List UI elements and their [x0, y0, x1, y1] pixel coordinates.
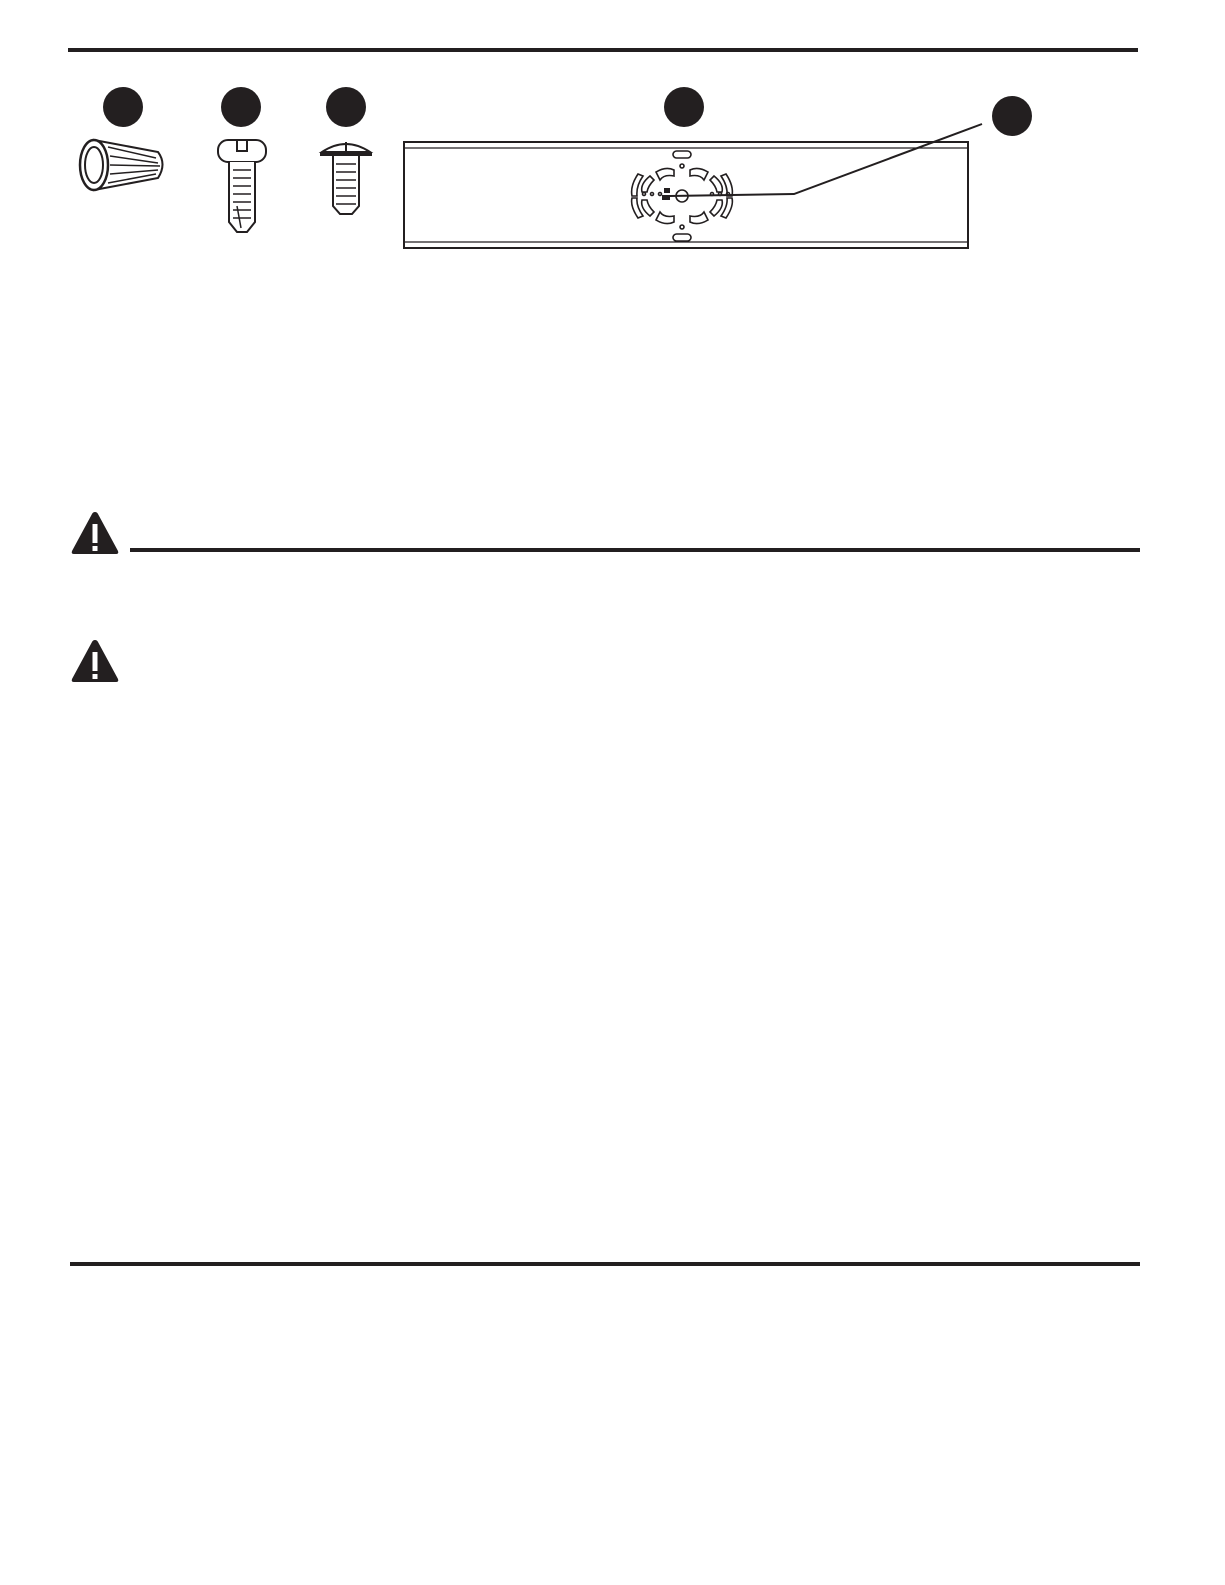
top-rule — [68, 48, 1138, 52]
ground-screw-illustration — [316, 138, 376, 218]
callout-badge-wire-connector — [103, 87, 143, 127]
warning-section-rule — [130, 548, 1140, 552]
bottom-section-rule — [70, 1262, 1140, 1266]
warning-triangle-icon — [70, 510, 120, 556]
mounting-bracket-illustration — [398, 110, 1038, 258]
wire-connector-illustration — [72, 136, 172, 194]
mounting-screw-illustration — [215, 136, 269, 236]
callout-badge-ground-screw — [326, 87, 366, 127]
warning-triangle-icon — [70, 638, 120, 684]
callout-badge-mounting-screw — [221, 87, 261, 127]
